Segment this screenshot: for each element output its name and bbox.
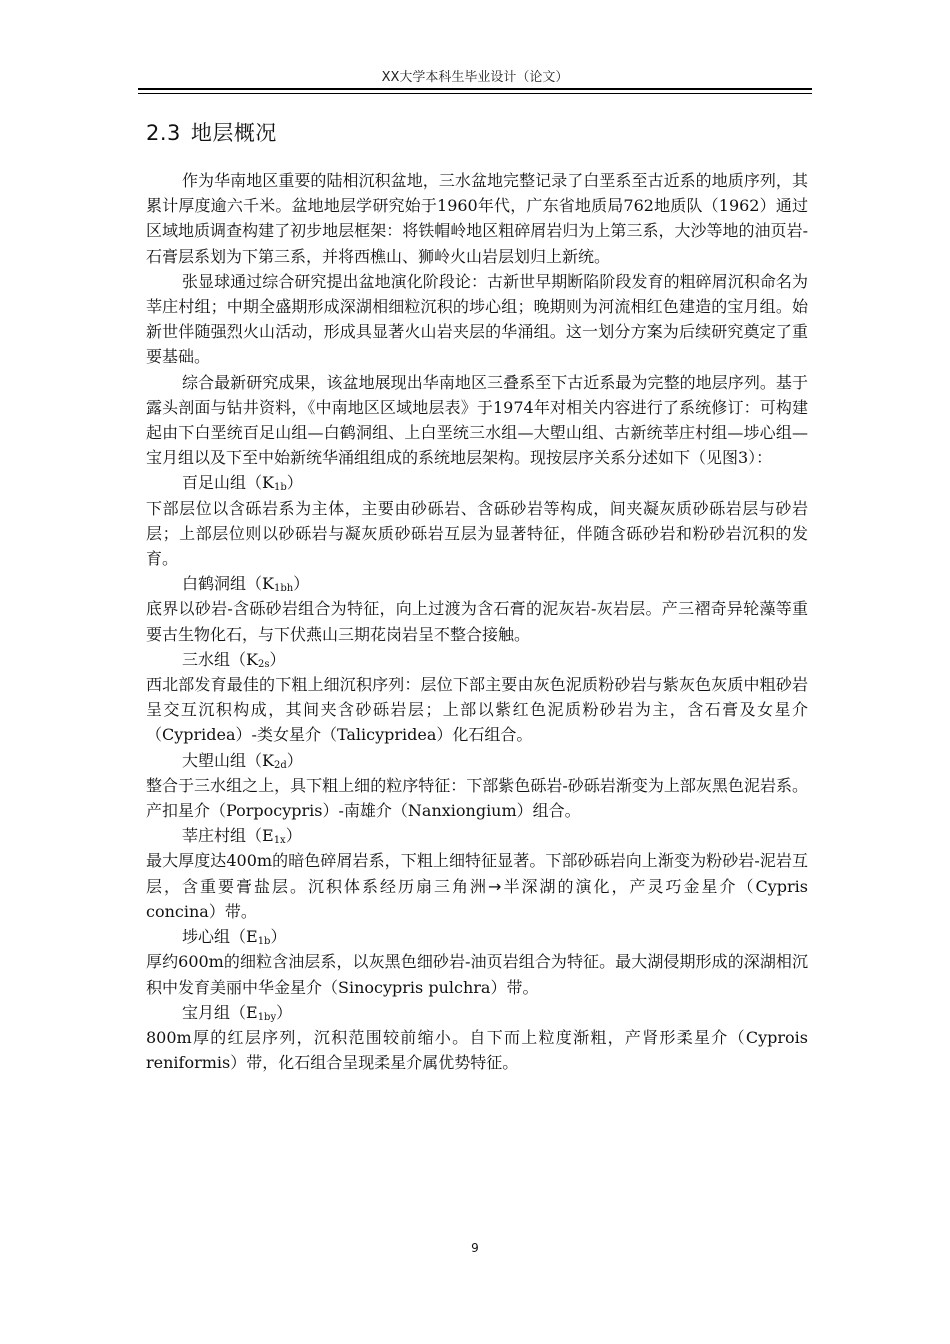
formation-desc-baihedong: 底界以砂岩-含砾砂岩组合为特征，向上过渡为含石膏的泥灰岩-灰岩层。产三褶奇异轮藻等重要古生物化石，与下伏燕山三期花岗岩呈不整合接触。: [146, 599, 808, 644]
formation-desc-xinzhuangcun: 最大厚度达400m的暗色碎屑岩系，下粗上细特征显著。下部砂砾岩向上渐变为粉砂岩-泥岩互层，含重要膏盐层。沉积体系经历扇三角洲→半深湖的演化，产灵巧金星介（Cypris concina）带。: [146, 851, 808, 921]
formation-heading-baizushan: 百足山组$(K_{1b})$: [182, 473, 303, 494]
paragraph-intro: 作为华南地区重要的陆相沉积盆地，三水盆地完整记录了白垩系至古近系的地质序列，其累计厚度逾六千米。盆地地层学研究始于1960年代，广东省地质局762地质队（1962）通过区域地质调查构建了初步地层框架：将铁帽岭地区粗碎屑岩归为上第三系，大沙等地的油页岩-石膏层系划为下第三系，并将西樵山、狮岭火山岩层划归上新统。: [146, 171, 808, 266]
formation-heading-baoyue: 宝月组$(E_{1by})$: [182, 1002, 293, 1023]
section-title: 地层概况: [190, 121, 277, 145]
header-rule-thick: [138, 88, 812, 90]
paragraph-evolution: 张显球通过综合研究提出盆地演化阶段论：古新世早期断陷阶段发育的粗碎屑沉积命名为莘庄村组；中期全盛期形成深湖相细粒沉积的埗心组；晚期则为河流相红色建造的宝月组。始新世伴随强烈火山活动，形成具显著火山岩夹层的华涌组。这一划分方案为后续研究奠定了重要基础。: [146, 271, 808, 367]
formation-heading-buxin: 埗心组$(E_{1b})$: [182, 927, 287, 948]
document-body: [146, 118, 808, 1075]
formation-heading-sanshui: 三水组$(K_{2s})$: [182, 649, 286, 670]
formation-desc-baizushan: 下部层位以含砾岩系为主体，主要由砂砾岩、含砾砂岩等构成，间夹凝灰质砂砾岩层与砂岩层；上部层位则以砂砾岩与凝灰质砂砾岩互层为显著特征，伴随含砾砂岩和粉砂岩沉积的发育。: [146, 498, 808, 569]
section-heading: [146, 118, 808, 148]
page-number: 9: [471, 1241, 479, 1255]
paragraph-stratigraphy: 综合最新研究成果，该盆地展现出华南地区三叠系至下古近系最为完整的地层序列。基于露头剖面与钻井资料，《中南地区区域地层表》于1974年对相关内容进行了系统修订：可构建起由下白垩统百足山组—白鹤洞组、上白垩统三水组—大塱山组、古新统莘庄村组—埗心组—宝月组以及下至中始新统华涌组组成的系统地层架构。现按层序关系分述如下（见图3）：: [146, 372, 808, 468]
section-number: 2.3: [146, 121, 181, 145]
right-arrow-icon: →: [488, 876, 502, 896]
formation-heading-baihedong: 白鹤洞组$(K_{1bh})$: [182, 574, 310, 595]
formation-desc-dalangshan: 整合于三水组之上，具下粗上细的粒序特征：下部紫色砾岩-砂砾岩渐变为上部灰黑色泥岩系。产扣星介（Porpocypris）-南雄介（Nanxiongium）组合。: [146, 775, 808, 821]
formation-heading-dalangshan: 大塱山组$(K_{2d})$: [182, 750, 303, 771]
formation-desc-sanshui: 西北部发育最佳的下粗上细沉积序列：层位下部主要由灰色泥质粉砂岩与紫灰色灰质中粗砂岩呈交互沉积构成，其间夹含砂砾岩层；上部以紫红色泥质粉砂岩为主，含石膏及女星介（Cypridea）-类女星介（Talicypridea）化石组合。: [146, 675, 808, 745]
formation-desc-baoyue: 800m厚的红层序列，沉积范围较前缩小。自下而上粒度渐粗，产肾形柔星介（Cyprois reniformis）带，化石组合呈现柔星介属优势特征。: [146, 1027, 808, 1073]
page-header: XX大学本科生毕业设计（论文）: [381, 70, 569, 85]
formation-desc-buxin: 厚约600m的细粒含油层系，以灰黑色细砂岩-油页岩组合为特征。最大湖侵期形成的深湖相沉积中发育美丽中华金星介（Sinocypris pulchra）带。: [146, 952, 808, 997]
header-rule-thin: [138, 93, 812, 94]
formation-heading-xinzhuangcun: 莘庄村组$(E_{1x})$: [182, 826, 302, 847]
